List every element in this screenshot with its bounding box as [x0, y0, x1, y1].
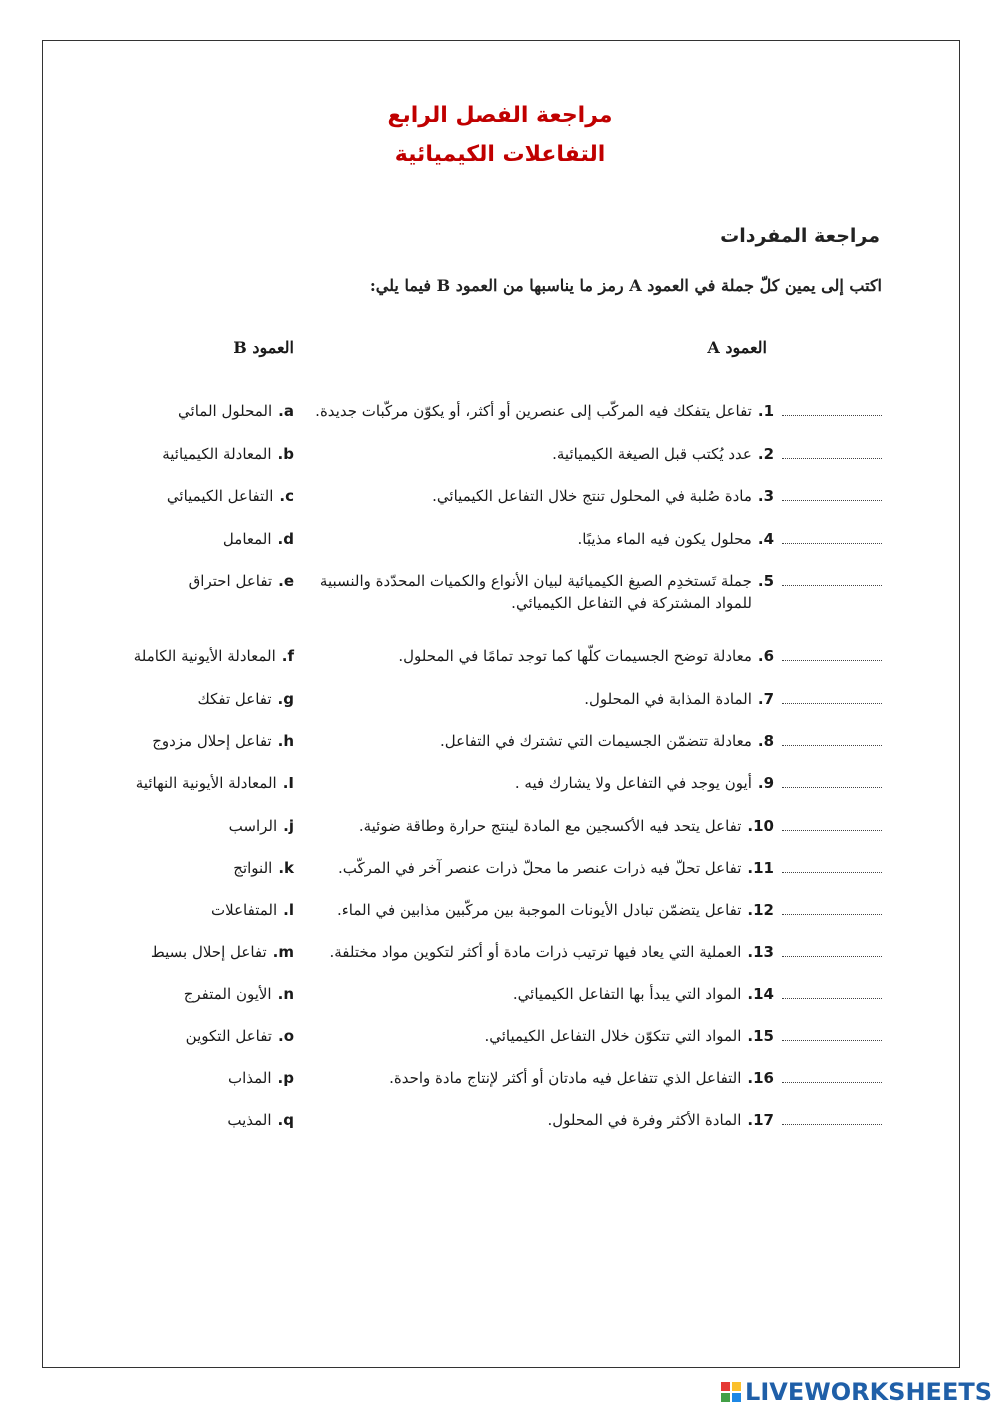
section-title: مراجعة المفردات [720, 225, 880, 247]
item-number: 5. [757, 572, 774, 590]
item-letter: j. [283, 817, 294, 835]
liveworksheets-logo [721, 1378, 992, 1406]
column-b-item [94, 899, 294, 921]
column-b-item [94, 1109, 294, 1131]
column-a-item [312, 1109, 882, 1131]
column-a-item [312, 772, 882, 794]
item-text: تفاعل احتراق [188, 572, 273, 590]
item-text: معادلة توضح الجسيمات كلّها كما توجد تمامًا في المحلول. [398, 647, 752, 665]
item-letter: o. [277, 1027, 294, 1045]
item-letter: n. [277, 985, 294, 1003]
answer-blank[interactable] [782, 401, 882, 416]
column-a-item [312, 899, 882, 921]
answer-blank[interactable] [782, 486, 882, 501]
answer-blank[interactable] [782, 1110, 882, 1125]
instructions-text: اكتب إلى يمين كلّ جملة في العمود A رمز ما يناسبها من العمود B فيما يلي: [369, 276, 882, 295]
item-text: تفاعل يتحد فيه الأكسجين مع المادة لينتج حرارة وطاقة ضوئية. [358, 817, 742, 835]
answer-blank[interactable] [782, 731, 882, 746]
column-b-item [94, 400, 294, 422]
column-b-item [94, 528, 294, 550]
column-b-item [94, 815, 294, 837]
item-text: تفاعل تفكك [197, 690, 272, 708]
answer-blank[interactable] [782, 1068, 882, 1083]
item-letter: e. [278, 572, 294, 590]
page-title: مراجعة الفصل الرابع [387, 103, 613, 128]
column-b-item [94, 688, 294, 710]
column-a-item [312, 645, 882, 667]
item-text: المتفاعلات [211, 901, 278, 919]
item-text: تفاعل تحلّ فيه ذرات عنصر ما محلّ ذرات عنصر آخر في المركّب. [338, 859, 742, 877]
item-text: المعادلة الأيونية الكاملة [133, 647, 276, 665]
item-letter: k. [278, 859, 294, 877]
item-number: 16. [747, 1069, 774, 1087]
column-a-item [312, 570, 882, 614]
item-text: محلول يكون فيه الماء مذيبًا. [577, 530, 752, 548]
item-text: أيون يوجد في التفاعل ولا يشارك فيه . [514, 774, 752, 792]
item-letter: b. [277, 445, 294, 463]
item-text: الأيون المتفرج [183, 985, 272, 1003]
item-letter: I. [282, 774, 294, 792]
logo-squares-icon [721, 1382, 741, 1402]
answer-blank[interactable] [782, 773, 882, 788]
item-letter: a. [278, 402, 294, 420]
page-subtitle: التفاعلات الكيميائية [394, 142, 606, 167]
item-text: تفاعل يتفكك فيه المركّب إلى عنصرين أو أكثر، أو يكوّن مركّبات جديدة. [315, 402, 752, 420]
column-a-item [312, 688, 882, 710]
item-text: التفاعل الذي تتفاعل فيه مادتان أو أكثر لإنتاج مادة واحدة. [389, 1069, 742, 1087]
column-a-item [312, 443, 882, 465]
item-letter: f. [281, 647, 294, 665]
answer-blank[interactable] [782, 1026, 882, 1041]
item-text: المذاب [227, 1069, 272, 1087]
item-text: عدد يُكتب قبل الصيغة الكيميائية. [552, 445, 752, 463]
item-number: 7. [757, 690, 774, 708]
column-a-item [312, 730, 882, 752]
item-text: معادلة تتضمّن الجسيمات التي تشترك في التفاعل. [439, 732, 752, 750]
item-letter: m. [272, 943, 294, 961]
column-b-item [94, 570, 294, 592]
answer-blank[interactable] [782, 529, 882, 544]
item-number: 9. [757, 774, 774, 792]
answer-blank[interactable] [782, 984, 882, 999]
column-a-item [312, 528, 882, 550]
item-number: 12. [747, 901, 774, 919]
column-a-item [312, 400, 882, 422]
item-text: الراسب [228, 817, 278, 835]
item-number: 2. [757, 445, 774, 463]
item-number: 4. [757, 530, 774, 548]
item-letter: g. [277, 690, 294, 708]
item-text: جملة تَستخدِم الصيغ الكيميائية لبيان الأنواع والكميات المحدّدة والنسبية [319, 572, 752, 590]
item-letter: l. [283, 901, 294, 919]
column-b-item [94, 857, 294, 879]
item-number: 14. [747, 985, 774, 1003]
column-b-item [94, 1067, 294, 1089]
column-b-header: العمود B [233, 338, 294, 357]
item-number: 11. [747, 859, 774, 877]
column-b-item [94, 645, 294, 667]
item-text: تفاعل يتضمّن تبادل الأيونات الموجبة بين مركّبين مذابين في الماء. [336, 901, 742, 919]
item-text: مادة صُلبة في المحلول تنتج خلال التفاعل الكيميائي. [432, 487, 752, 505]
answer-blank[interactable] [782, 942, 882, 957]
item-letter: p. [277, 1069, 294, 1087]
item-text: المواد التي يبدأ بها التفاعل الكيميائي. [512, 985, 742, 1003]
brand-text: LIVEWORKSHEETS [745, 1378, 992, 1406]
item-number: 8. [757, 732, 774, 750]
column-a-item [312, 857, 882, 879]
item-text: التفاعل الكيميائي [166, 487, 274, 505]
answer-blank[interactable] [782, 858, 882, 873]
column-b-item [94, 730, 294, 752]
item-number: 10. [747, 817, 774, 835]
answer-blank[interactable] [782, 816, 882, 831]
column-b-item [94, 983, 294, 1005]
item-number: 1. [757, 402, 774, 420]
item-text: المعادلة الأيونية النهائية [135, 774, 277, 792]
item-text: تفاعل إحلال بسيط [150, 943, 267, 961]
column-b-item [94, 443, 294, 465]
item-text: المادة المذابة في المحلول. [584, 690, 752, 708]
column-a-item [312, 485, 882, 507]
column-b-item [94, 772, 294, 794]
item-letter: h. [277, 732, 294, 750]
column-a-item [312, 1067, 882, 1089]
item-text: المذيب [227, 1111, 272, 1129]
item-text: المعادلة الكيميائية [162, 445, 272, 463]
item-text: تفاعل إحلال مزدوج [152, 732, 272, 750]
item-text: المحلول المائي [178, 402, 273, 420]
item-letter: d. [277, 530, 294, 548]
answer-blank[interactable] [782, 646, 882, 661]
item-text: تفاعل التكوين [185, 1027, 272, 1045]
column-a-item [312, 1025, 882, 1047]
item-text-continued: للمواد المشتركة في التفاعل الكيميائي. [511, 594, 752, 612]
column-b-item [94, 941, 294, 963]
item-text: المعامل [222, 530, 272, 548]
item-text: المواد التي تتكوّن خلال التفاعل الكيميائي. [484, 1027, 742, 1045]
answer-blank[interactable] [782, 900, 882, 915]
item-number: 13. [747, 943, 774, 961]
column-b-item [94, 1025, 294, 1047]
item-text: النواتج [233, 859, 273, 877]
item-letter: c. [279, 487, 294, 505]
item-text: المادة الأكثر وفرة في المحلول. [547, 1111, 742, 1129]
column-b-item [94, 485, 294, 507]
item-letter: q. [277, 1111, 294, 1129]
item-number: 6. [757, 647, 774, 665]
item-number: 15. [747, 1027, 774, 1045]
column-a-item [312, 815, 882, 837]
item-number: 17. [747, 1111, 774, 1129]
item-number: 3. [757, 487, 774, 505]
column-a-item [312, 941, 882, 963]
column-a-item [312, 983, 882, 1005]
item-text: العملية التي يعاد فيها ترتيب ذرات مادة أو أكثر لتكوين مواد مختلفة. [329, 943, 742, 961]
answer-blank[interactable] [782, 689, 882, 704]
answer-blank[interactable] [782, 571, 882, 586]
answer-blank[interactable] [782, 444, 882, 459]
column-a-header: العمود A [707, 338, 767, 357]
